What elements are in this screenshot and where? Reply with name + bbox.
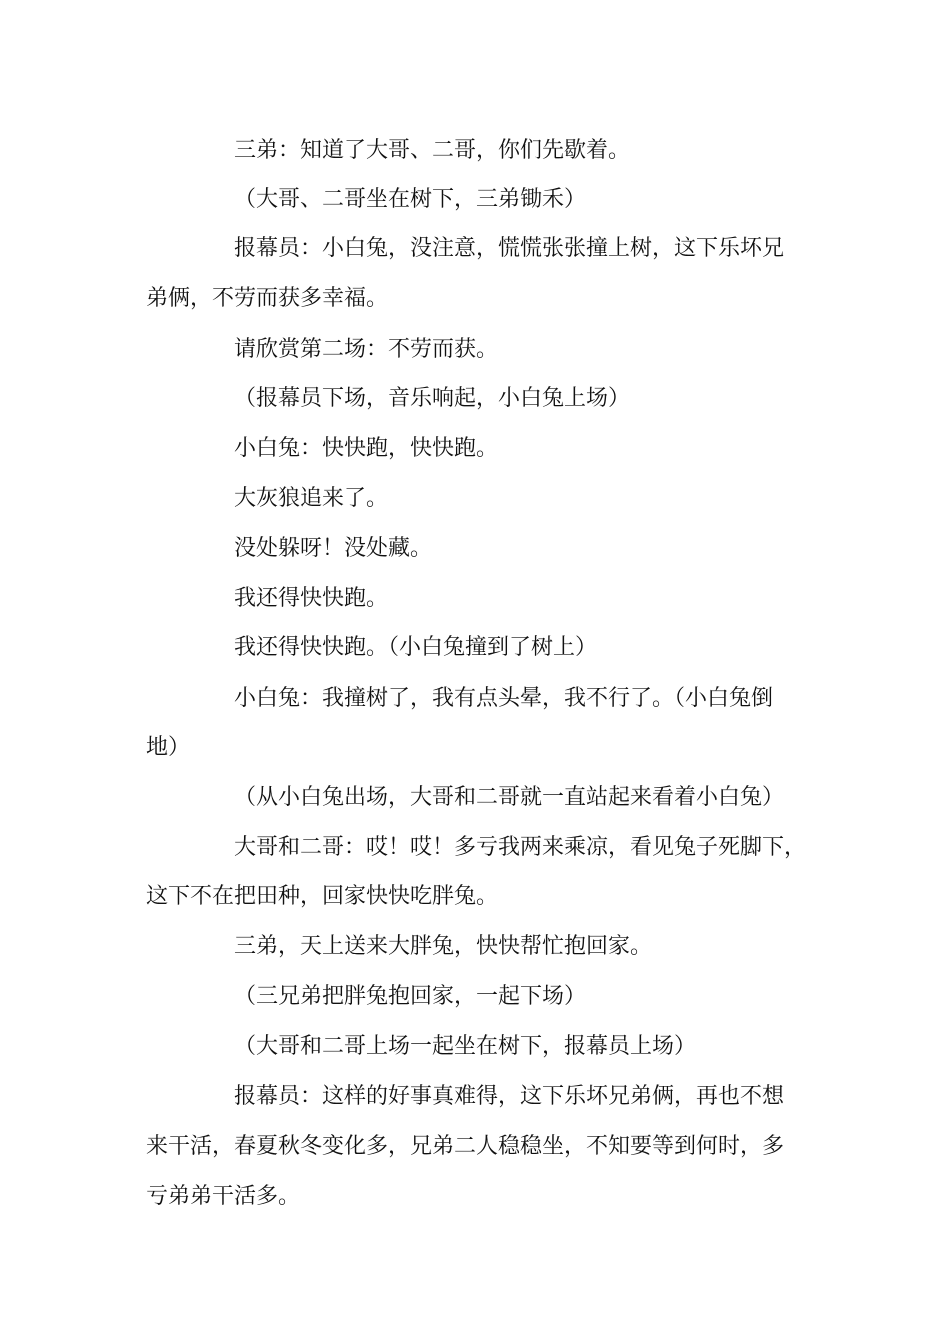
text-line: 没处躲呀！没处藏。	[234, 536, 433, 561]
text-line: 报幕员：这样的好事真难得，这下乐坏兄弟俩，再也不想	[234, 1084, 785, 1109]
text-line: 我还得快快跑。（小白兔撞到了树上）	[234, 635, 598, 660]
text-line: 小白兔：快快跑，快快跑。	[234, 436, 499, 461]
text-line: 这下不在把田种，回家快快吃胖兔。	[146, 884, 499, 909]
text-line: 亏弟弟干活多。	[146, 1184, 301, 1209]
text-line: 大哥和二哥：哎！哎！多亏我两来乘凉，看见兔子死脚下，	[234, 835, 807, 860]
text-line: 请欣赏第二场：不劳而获。	[234, 337, 499, 362]
text-line: （三兄弟把胖兔抱回家，一起下场）	[234, 984, 587, 1009]
text-line: （从小白兔出场，大哥和二哥就一直站起来看着小白兔）	[234, 785, 785, 810]
text-line: （大哥、二哥坐在树下，三弟锄禾）	[234, 187, 587, 212]
text-line: 地）	[146, 735, 191, 760]
text-line: 三弟：知道了大哥、二哥，你们先歇着。	[234, 138, 631, 163]
text-line: 弟俩，不劳而获多幸福。	[146, 286, 389, 311]
text-line: 三弟，天上送来大胖兔，快快帮忙抱回家。	[234, 934, 653, 959]
text-line: 小白兔：我撞树了，我有点头晕，我不行了。（小白兔倒	[234, 686, 774, 711]
text-line: 报幕员：小白兔，没注意，慌慌张张撞上树，这下乐坏兄	[234, 236, 785, 261]
text-line: 我还得快快跑。	[234, 586, 389, 611]
text-line: （大哥和二哥上场一起坐在树下，报幕员上场）	[234, 1034, 697, 1059]
text-line: （报幕员下场，音乐响起，小白兔上场）	[234, 386, 631, 411]
text-line: 来干活，春夏秋冬变化多，兄弟二人稳稳坐，不知要等到何时，多	[146, 1134, 785, 1159]
text-line: 大灰狼追来了。	[234, 486, 389, 511]
